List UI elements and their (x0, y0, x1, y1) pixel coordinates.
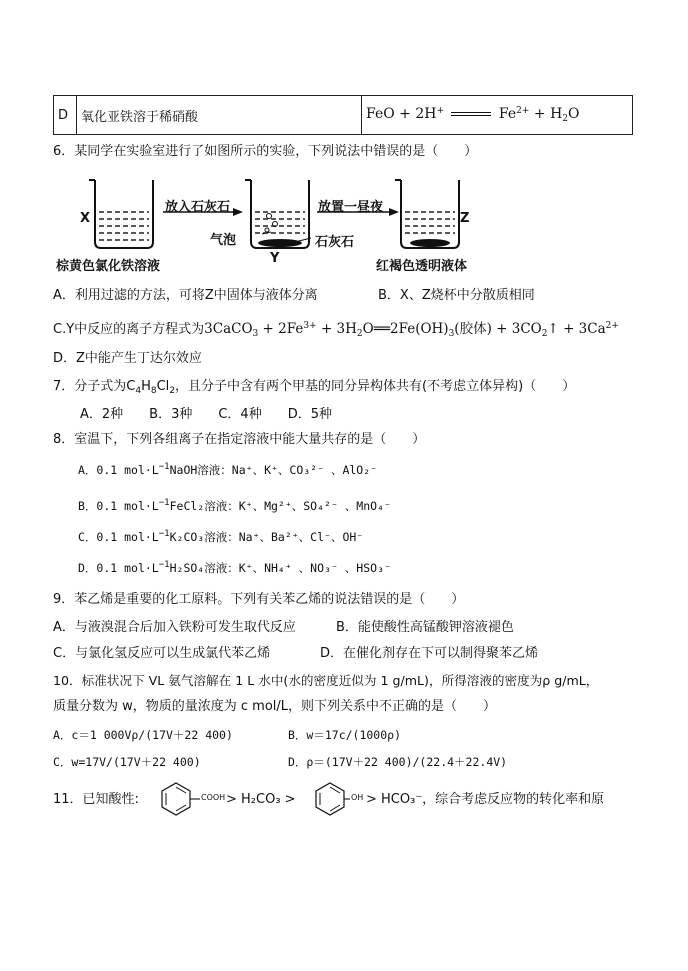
q6-option-a: A．利用过滤的方法，可将Z中固体与液体分离 (53, 288, 318, 303)
caption-z: 红褐色透明液体 (376, 259, 468, 274)
table-row-equation: FeO + 2H+ $Fe^{2+} + H_2O$ (362, 96, 633, 135)
q10-line2: 质量分数为 w，物质的量浓度为 c mol/L，则下列关系中不正确的是（ ） (53, 699, 497, 714)
label-x: X (80, 211, 91, 226)
q9-option-c: C．与氯化氢反应可以生成氯代苯乙烯 (53, 646, 271, 661)
q10-line1: 10．标准状况下 VL 氨气溶解在 1 L 水中(水的密度近似为 1 g/mL)，所得溶液的密度为ρ g/mL， (53, 673, 599, 688)
q11-gt1: > H₂CO₃ > (226, 792, 296, 807)
q8-option-a: A．0.1 $mol\cdot L^{-1}NaOH$溶液：Na⁺、K⁺、CO₃²⁻ 、AlO₂⁻ (78, 462, 378, 477)
oh-label: OH (351, 793, 364, 802)
q6-option-d: D．Z中能产生丁达尔效应 (53, 351, 202, 366)
q11-gt2: > HCO₃⁻，综合考虑反应物的转化率和原 (366, 792, 605, 807)
q7-options: A．2种 B．3种 C．4种 D．5种 (80, 407, 332, 422)
answer-table-row (53, 95, 633, 135)
q9-option-d: D．在催化剂存在下可以制得聚苯乙烯 (320, 646, 539, 661)
label-z: Z (460, 211, 470, 226)
q10-option-a: A．c＝1 000Vρ/(17V＋22 400) (53, 728, 233, 742)
q8-option-b: B．0.1 $mol\cdot L^{-1}FeCl_2$溶液：K⁺、Mg²⁺、SO₄²⁻ 、MnO₄⁻ (78, 498, 391, 513)
q6-option-b: B．X、Z烧杯中分散质相同 (378, 288, 535, 303)
q6-option-c: C.Y中反应的离子方程式为3CaCO$_3$ + $2Fe^{3+}$ + $3H_2O══2Fe(OH)_3$(胶体) + $3CO_2↑ + 3Ca^{2+}$ (53, 321, 619, 339)
arrow1-label: 放入石灰石 (165, 200, 231, 215)
q9-option-a: A．与液溴混合后加入铁粉可发生取代反应 (53, 620, 296, 635)
caption-x: 棕黄色氯化铁溶液 (56, 259, 161, 274)
q10-option-c: C．w=17V/(17V＋22 400) (53, 755, 201, 769)
beaker-z (395, 180, 459, 248)
q7-stem: 7．分子式为$C_4H_8Cl_2$，且分子中含有两个甲基的同分异构体共有(不考虑立体异构)（ ） (53, 379, 576, 396)
q8-stem: 8．室温下，下列各组离子在指定溶液中能大量共存的是（ ） (53, 432, 426, 447)
q11-prefix: 11．已知酸性: (53, 792, 139, 807)
arrow2-label: 放置一昼夜 (318, 200, 384, 215)
label-y: Y (270, 251, 280, 266)
q9-option-b: B．能使酸性高锰酸钾溶液褪色 (336, 620, 514, 635)
bubble-label: 气泡 (210, 233, 237, 248)
q10-option-b: B．w＝17c/(1000ρ) (288, 728, 402, 742)
q8-option-c: C．0.1 $mol\cdot L^{-1}K_2CO_3$溶液：Na⁺、Ba²⁺、Cl⁻、OH⁻ (78, 529, 364, 544)
beaker-y (245, 180, 309, 248)
q10-option-d: D．ρ＝(17V＋22 400)/(22.4＋22.4V) (288, 755, 508, 769)
q8-option-d: D．0.1 $mol\cdot L^{-1}H_2SO_4$溶液：K⁺、NH₄⁺ 、NO₃⁻ 、HSO₃⁻ (78, 560, 391, 575)
q9-stem: 9．苯乙烯是重要的化工原料。下列有关苯乙烯的说法错误的是（ ） (53, 592, 465, 607)
table-row-letter: D (54, 96, 77, 135)
cooh-label: COOH (201, 793, 226, 802)
q6-stem: 6．某同学在实验室进行了如图所示的实验，下列说法中错误的是（ ） (53, 144, 478, 159)
beaker-x (89, 180, 153, 248)
table-row-description: 氧化亚铁溶于稀硝酸 (77, 96, 362, 135)
stone-label: 石灰石 (315, 235, 355, 250)
